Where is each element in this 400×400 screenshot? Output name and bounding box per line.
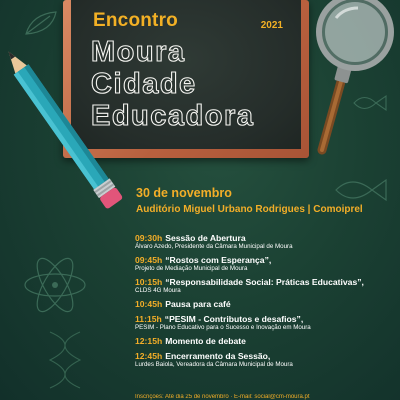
leaf-icon	[22, 8, 62, 38]
magnifying-glass-icon	[300, 0, 400, 160]
program-item	[135, 277, 397, 295]
program-item-heading	[135, 255, 397, 265]
program-desc: Projeto de Mediação Municipal de Moura	[135, 265, 248, 272]
program-title: Pausa para café	[165, 299, 231, 309]
program-time: 12:45h	[135, 351, 163, 361]
program-item-heading	[135, 299, 397, 309]
program-desc: Álvaro Azedo, Presidente da Câmara Municipal de Moura	[135, 243, 293, 250]
event-year: 2021	[260, 20, 283, 31]
registration-footer: Inscrições: Até dia 25 de novembro · E-mail: social@cm-moura.pt	[135, 394, 310, 400]
event-venue: Auditório Miguel Urbano Rodrigues | Comoiprel	[136, 204, 363, 215]
program-time: 10:45h	[135, 299, 163, 309]
event-date: 30 de novembro	[136, 186, 232, 200]
program-title: Momento de debate	[165, 336, 246, 346]
program-title: “Responsabilidade Social: Práticas Educativas”,	[165, 277, 364, 287]
program-desc: PESIM - Plano Educativo para o Sucesso e Inovação em Moura	[135, 324, 311, 331]
atom-icon	[20, 250, 90, 320]
program-time: 09:45h	[135, 255, 163, 265]
program-item	[135, 351, 397, 369]
title-line: Educadora	[91, 100, 255, 132]
event-kicker: Encontro	[93, 10, 178, 31]
program-title: “Rostos com Esperança”,	[165, 255, 272, 265]
program-time: 10:15h	[135, 277, 163, 287]
program-item-heading	[135, 277, 397, 287]
program-item	[135, 299, 397, 309]
program-item	[135, 336, 397, 346]
program-desc: CLDS 4G Moura	[135, 287, 181, 294]
title-line: Cidade	[91, 68, 197, 100]
program-list	[135, 233, 397, 373]
title-line: Moura	[91, 36, 186, 68]
program-title: Encerramento da Sessão,	[165, 351, 271, 361]
program-item-heading	[135, 351, 397, 361]
program-item-heading	[135, 336, 397, 346]
pencil-icon	[0, 45, 135, 225]
program-time: 09:30h	[135, 233, 163, 243]
program-title: “PESIM - Contributos e desafios”,	[164, 314, 304, 324]
dna-icon	[40, 330, 90, 390]
program-time: 11:15h	[135, 314, 162, 324]
program-item	[135, 314, 397, 332]
program-item-heading	[135, 314, 397, 324]
program-desc: Lurdes Baiola, Vereadora da Câmara Municipal de Moura	[135, 361, 293, 368]
program-item-heading	[135, 233, 397, 243]
program-item	[135, 255, 397, 273]
program-time: 12:15h	[135, 336, 163, 346]
program-title: Sessão de Abertura	[165, 233, 246, 243]
program-item	[135, 233, 397, 251]
